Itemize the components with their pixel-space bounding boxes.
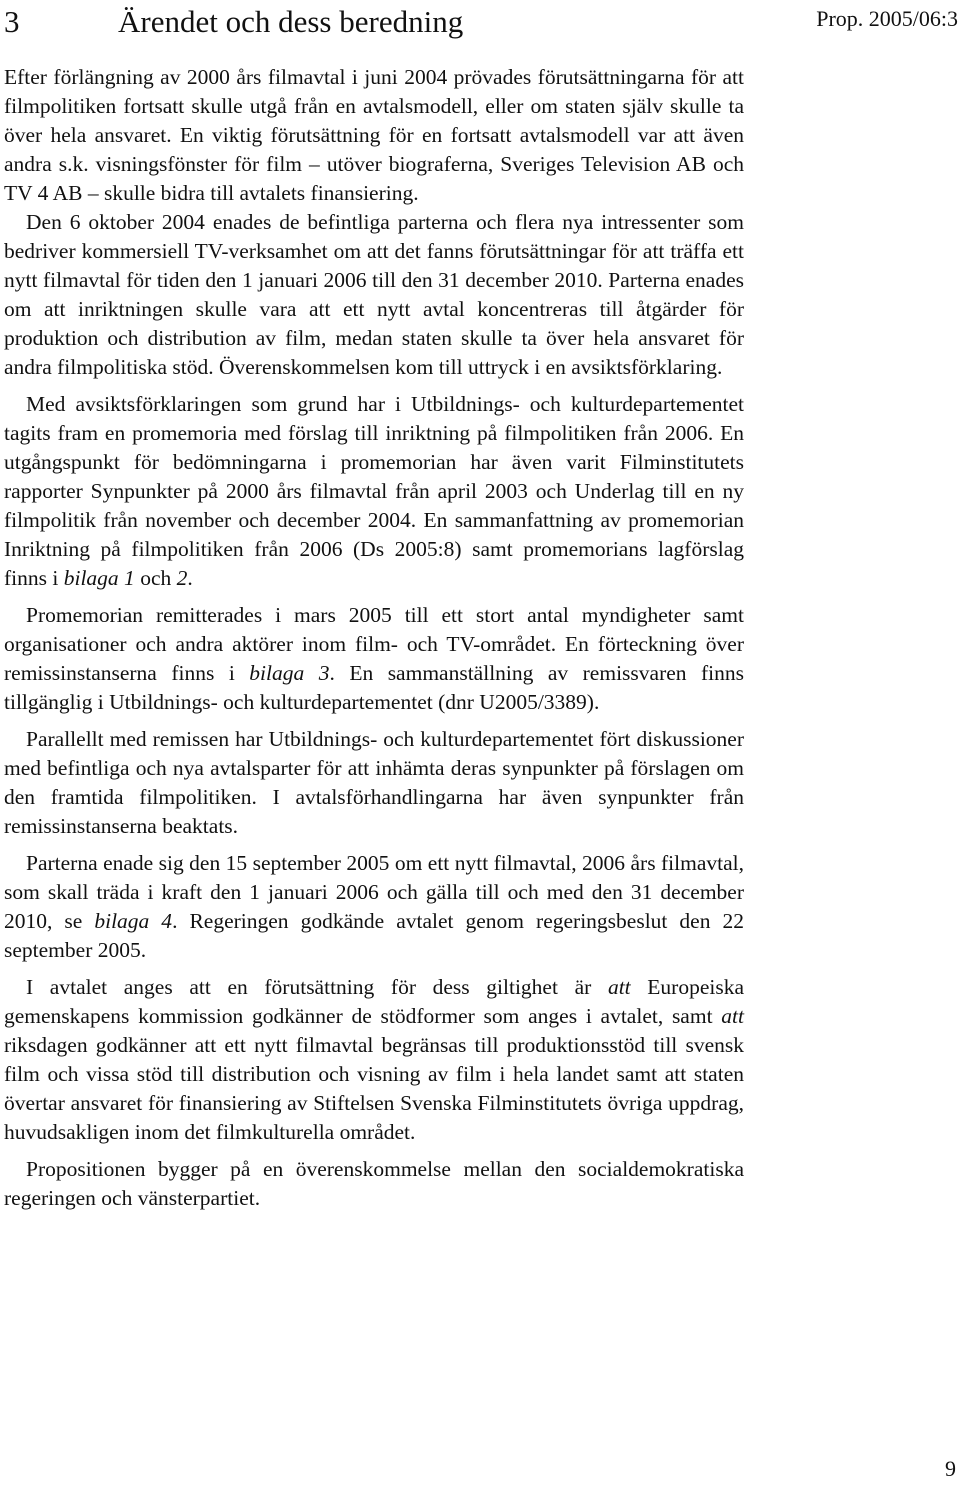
running-head: Prop. 2005/06:3 [816,6,958,31]
paragraph-4 [4,601,744,717]
page-number: 9 [945,1456,956,1481]
paragraph-7-text-end: riksdagen godkänner att ett nytt filmavtal begränsas till produktionsstöd till svensk film och vissa stöd till distribution och visning av film i hela landet samt att staten övertar ansvaret för finansiering av Stiftelsen Svenska Filminstitutets övriga uppdrag, huvudsakligen inom det filmkulturella området. [4,1033,744,1144]
paragraph-3-text: Med avsiktsförklaringen som grund har i Utbildnings- och kulturdepartementet tagits fram en promemoria med förslag till inriktning på filmpolitiken från 2006. En utgångspunkt för bedömningarna i promemorian har även varit Filminstitutets rapporter Synpunkter på 2000 års filmavtal från april 2003 och Underlag till en ny filmpolitik från november och december 2004. En sammanfattning av promemorian Inriktning på filmpolitiken från 2006 (Ds 2005:8) samt promemorians lagförslag finns i [4,392,744,590]
paragraph-3 [4,390,744,593]
paragraph-3-text-end: . [187,566,193,590]
chapter-title: Ärendet och dess beredning [118,4,464,39]
paragraph-6-text-end: . Regeringen godkände avtalet genom regeringsbeslut den 22 september 2005. [4,909,744,962]
paragraph-8: Propositionen bygger på en överenskommelse mellan den socialdemokratiska regeringen och vänsterpartiet. [4,1157,744,1210]
bilaga-4-reference: bilaga 4 [94,909,173,933]
bilaga-2-reference: 2 [176,566,188,590]
att-emphasis-1: att [607,975,631,999]
bilaga-1-reference: bilaga 1 [63,566,135,590]
bilaga-3-reference: bilaga 3 [249,661,330,685]
paragraph-2: Den 6 oktober 2004 enades de befintliga parterna och flera nya intressenter som bedriver kommersiell TV-verksamhet om att det fanns förutsättningar för att träffa ett nytt filmavtal för tiden den 1 januari 2006 till den 31 december 2010. Parterna enades om att inriktningen skulle vara att ett nytt avtal koncentreras till åtgärder för produktion och distribution av film, medan staten skulle ta över hela ansvaret för andra filmpolitiska stöd. Överenskommelsen kom till uttryck i en avsiktsförklaring. [4,210,744,379]
paragraph-7-text: I avtalet anges att en förutsättning för dess giltighet är [26,975,608,999]
paragraph-1: Efter förlängning av 2000 års filmavtal i juni 2004 prövades förutsättningarna för att filmpolitiken fortsatt skulle utgå från en avtalsmodell, eller om staten själv skulle ta över hela ansvaret. En viktig förutsättning för en fortsatt avtalsmodell var att även andra s.k. visningsfönster för film – utöver biograferna, Sveriges Television AB och TV 4 AB – skulle bidra till avtalets finansiering. [4,65,744,205]
paragraph-7-text-mid: Europeiska gemenskapens kommission godkänner de stödformer som anges i avtalet, samt [4,975,744,1028]
paragraph-4-text-end: . En sammanställning av remissvaren finns tillgänglig i Utbildnings- och kulturdepartementet (dnr U2005/3389). [4,661,745,714]
paragraph-4-text: Promemorian remitterades i mars 2005 till ett stort antal myndigheter samt organisationer och andra aktörer inom film- och TV-området. En förteckning över remissinstanserna finns i [4,603,744,685]
body-text [4,63,744,1213]
att-emphasis-2: att [721,1004,744,1028]
paragraph-5: Parallellt med remissen har Utbildnings- och kulturdepartementet fört diskussioner med befintliga och nya avtalsparter för att inhämta deras synpunkter på förslagen om den framtida filmpolitiken. I avtalsförhandlingarna har även synpunkter från remissinstanserna beaktats. [4,727,744,838]
paragraph-6-text: Parterna enade sig den 15 september 2005 om ett nytt filmavtal, 2006 års filmavtal, som skall träda i kraft den 1 januari 2006 och gälla till och med den 31 december 2010, se [4,851,744,933]
chapter-number: 3 [4,4,20,39]
paragraph-3-text-mid: och [134,566,177,590]
paragraph-7 [4,973,744,1147]
paragraph-6 [4,849,744,965]
